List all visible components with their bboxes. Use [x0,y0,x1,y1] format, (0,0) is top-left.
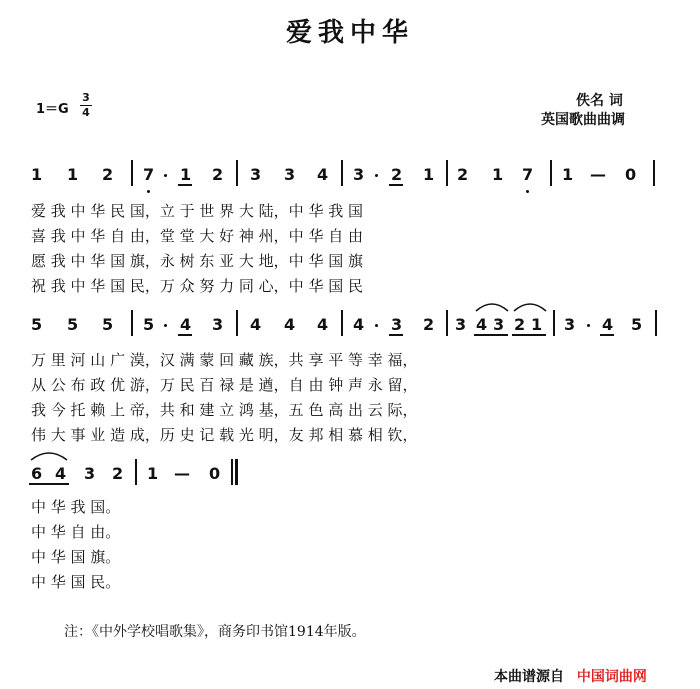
lyric-verse-1: 万 里 河 山 广 漠，汉 满 蒙 回 藏 族，共 享 平 等 幸 福， [31,351,418,369]
bar-line [446,310,448,336]
note: 1 [492,165,504,184]
sustain-dash: — [174,464,190,483]
lyric-verse-4: 伟 大 事 业 造 成，历 史 记 载 光 明，友 邦 相 慕 相 钦， [31,426,418,444]
lyric-verse-2: 喜 我 中 华 自 由，堂 堂 大 好 神 州，中 华 自 由 [31,227,363,245]
lyric-verse-3: 中 华 国 旗。 [31,548,121,566]
note: 1 [147,464,159,483]
note: 2 [514,315,526,334]
time-signature-top: 3 [82,91,90,104]
eighth-underline [389,184,403,186]
note: 1 [423,165,435,184]
low-octave-dot [147,190,150,193]
note: 2 [212,165,224,184]
note: 4 [353,315,365,334]
rest: 0 [209,464,221,483]
note: 4 [317,165,329,184]
note: 4 [55,464,67,483]
bar-line [341,160,343,186]
bar-line [553,310,555,336]
bar-line [236,310,238,336]
note: 2 [457,165,469,184]
bar-line [135,459,137,485]
final-bar-thin [231,459,233,485]
slur [512,299,548,313]
note: 3 [455,315,467,334]
footer-site-name[interactable]: 中国词曲网 [576,669,647,685]
note: 5 [31,315,43,334]
slur [474,299,510,313]
bar-line [131,160,133,186]
note: 1 [31,165,43,184]
lyric-verse-2: 从 公 布 政 优 游，万 民 百 禄 是 遒，自 由 钟 声 永 留， [31,376,418,394]
augmentation-dot [587,324,590,327]
low-octave-dot [526,190,529,193]
note: 4 [250,315,262,334]
lyric-verse-4: 中 华 国 民。 [31,573,121,591]
footer-source-label: 本曲谱源自 [494,669,564,685]
key-signature: 1＝G [36,102,69,117]
augmentation-dot [375,174,378,177]
eighth-underline [178,184,192,186]
note: 5 [631,315,643,334]
lyric-verse-1: 中 华 我 国。 [31,498,121,516]
note: 6 [31,464,43,483]
note: 4 [476,315,488,334]
note: 7 [522,165,534,184]
note: 3 [84,464,96,483]
note: 5 [67,315,79,334]
time-signature-bottom: 4 [82,106,90,119]
eighth-underline [389,334,403,336]
note: 5 [102,315,114,334]
sustain-dash: — [590,165,606,184]
note: 4 [602,315,614,334]
bar-line [655,310,657,336]
note: 1 [531,315,543,334]
note: 7 [143,165,155,184]
note: 3 [212,315,224,334]
lyric-verse-3: 愿 我 中 华 国 旗，永 树 东 亚 大 地，中 华 国 旗 [31,252,363,270]
note: 3 [353,165,365,184]
note: 4 [317,315,329,334]
note: 3 [250,165,262,184]
eighth-underline [600,334,614,336]
note: 3 [564,315,576,334]
note: 2 [423,315,435,334]
note: 4 [180,315,192,334]
footer-source [494,666,647,686]
bar-line [446,160,448,186]
eighth-underline [512,334,546,336]
note: 1 [67,165,79,184]
bar-line [653,160,655,186]
lyric-verse-4: 祝 我 中 华 国 民，万 众 努 力 同 心，中 华 国 民 [31,277,363,295]
note: 2 [391,165,403,184]
note: 4 [284,315,296,334]
note: 2 [102,165,114,184]
source-note: 注：《中外学校唱歌集》，商务印书馆1914年版。 [64,624,366,640]
time-signature [80,92,92,119]
augmentation-dot [375,324,378,327]
lyric-verse-1: 爱 我 中 华 民 国，立 于 世 界 大 陆，中 华 我 国 [31,202,363,220]
bar-line [236,160,238,186]
eighth-underline [474,334,508,336]
bar-line [131,310,133,336]
bar-line [341,310,343,336]
final-bar-thick [235,459,238,485]
bar-line [550,160,552,186]
rest: 0 [625,165,637,184]
note: 5 [143,315,155,334]
augmentation-dot [164,324,167,327]
note: 3 [391,315,403,334]
augmentation-dot [164,174,167,177]
slur [29,448,69,462]
note: 3 [284,165,296,184]
composer-credit: 英国歌曲曲调 [541,112,625,128]
lyric-verse-3: 我 今 托 赖 上 帝，共 和 建 立 鸿 基，五 色 高 出 云 际， [31,401,418,419]
song-title: 爱我中华 [285,18,414,48]
note: 3 [493,315,505,334]
lyricist-credit: 佚名 词 [576,93,623,109]
note: 2 [112,464,124,483]
eighth-underline [178,334,192,336]
note: 1 [180,165,192,184]
lyric-verse-2: 中 华 自 由。 [31,523,121,541]
note: 1 [562,165,574,184]
eighth-underline [29,483,69,485]
